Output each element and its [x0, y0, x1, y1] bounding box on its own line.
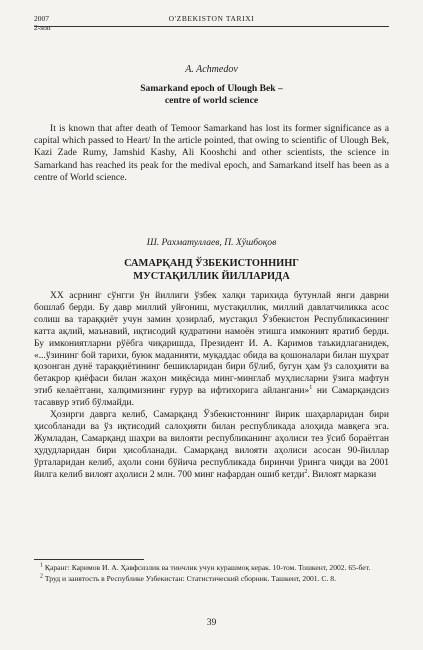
paragraph-1-end: ни Самарқандсиз тасаввур этиб бўлмайди.	[34, 386, 389, 409]
article-title-line-2: МУСТАҚИЛЛИК ЙИЛЛАРИДА	[133, 271, 290, 282]
english-abstract: It is known that after death of Temoor Samarkand has lost its former significance as a capital which passed to Heart/ In the article pointed, that owing to scientific of Ulough Bek, Kazi Zade Rumy, Jamshid Kashy, Ali Kooshchi and other scientists, the science in Samarkand has reached its peak for the medival epoch, and Samarkand itself has been as a centre of World science.	[34, 123, 389, 183]
footnote-2	[34, 574, 389, 584]
paragraph-1-text: XX асрнинг сўнгги ўн йиллиги ўзбек халқи тарихида бутунлай янги даврни бошлаб берди. Бу давр миллий уйғониш, мустақиллик, миллий давлатчиликка асос солиш ва тараққиёт учун замин ҳозирлаб, мустақил Ўзбекистон Республикасининг катта ақлий, маънавий, иқтисодий қудратини намоён этишга имконият яратиб берди. Бу имкониятларни рўёбга чиқаришда, Президент И. А. Каримов таъкидлаганидек, «...ўзининг бой тарихи, буюк маданияти, муқаддас обида ва қошоналари билан шуҳрат қозонган дунё тараққиётининг бешикларидан бири бўлиб, бугун ҳам ўз салоҳияти ва бетакрор қиёфаси билан жаҳон миқёсида минг-минглаб муҳлисларни ўзига мафтун этиб келаётгани, халқимизнинг ғурур ва ифтихорига айлангани»	[34, 291, 389, 397]
english-author: A. Achmedov	[185, 64, 238, 75]
footnote-2-text: Труд и занятость в Республике Узбекистан: Статистический сборник. Ташкент, 2001. С. 8.	[44, 573, 336, 583]
footnote-1	[34, 563, 389, 573]
footnote-ref-2[interactable]: 2	[304, 468, 308, 475]
footnote-1-number: 1	[40, 562, 43, 569]
english-title-line-1: Samarkand epoch of Ulough Bek –	[140, 83, 283, 94]
article-authors: Ш. Рахматуллаев, П. Хўшбоқов	[146, 237, 277, 248]
header-year: 2007	[34, 14, 49, 23]
footnote-1-text: Қаранг: Каримов И. А. Ҳавфсизлик ва тинчлик учун курашмоқ керак. 10-том. Тошкент, 2002. 65-бет.	[44, 563, 371, 572]
english-title	[60, 83, 363, 107]
footnote-2-number: 2	[40, 573, 43, 580]
paragraph-2-text: Ҳозирги даврга келиб, Самарқанд Ўзбекистоннинг йирик шаҳарларидан бири ҳисобланади ва ўз иқтисодий салоҳияти билан республикада алоҳида мавқега эга. Жумладан, Самарқанд шаҳри ва вилояти республиканинг аҳолиси тез ўсиб бораётган ҳудудларидан бири ҳисобланади. Самарқанд вилояти аҳолиси асосан 90-йиллар ўрталаридан келиб, аҳоли сони бўйича республикада биринчи ўринга чиқди ва 2001 йилга келиб вилоят аҳолиси 2 млн. 700 минг нафардан ошиб кетди	[34, 410, 389, 480]
english-title-line-2: centre of world science	[164, 95, 259, 106]
paragraph-2-end: . Вилоят маркази	[307, 469, 377, 480]
footnotes	[34, 563, 389, 584]
footnote-divider	[34, 559, 144, 560]
footnote-ref-1[interactable]: 1	[309, 385, 313, 392]
journal-title: O'ZBEKISTON TARIXI	[168, 14, 255, 23]
page-number: 39	[206, 617, 217, 628]
header-issue: 2-son	[34, 23, 51, 32]
body-paragraph-1	[34, 291, 389, 410]
header-divider	[34, 26, 389, 27]
article-title-line-1: САМАРҚАНД ЎЗБЕКИСТОННИНГ	[124, 258, 299, 269]
article-title	[40, 257, 383, 283]
body-paragraph-2	[34, 410, 389, 481]
article-body	[34, 291, 389, 482]
